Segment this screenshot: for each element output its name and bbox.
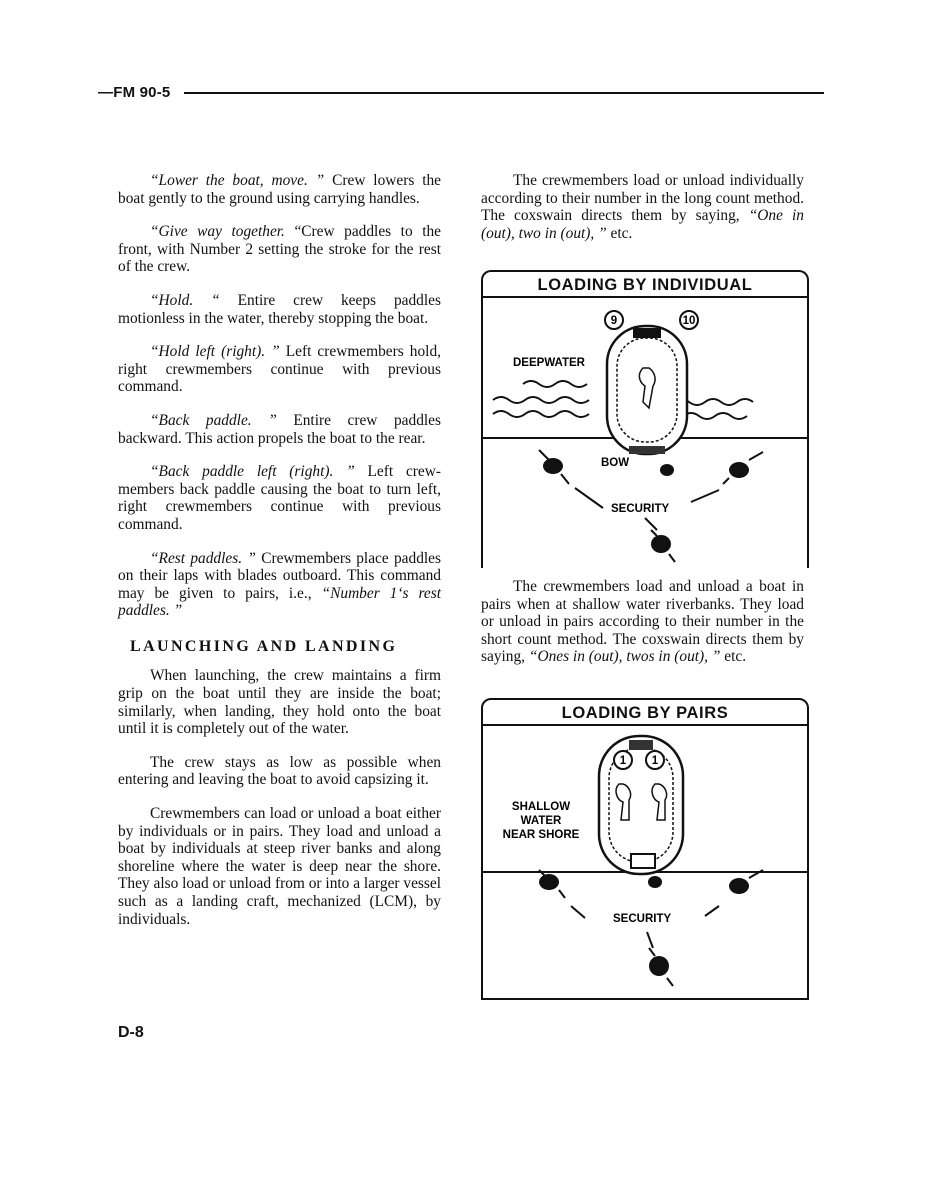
figure-loading-by-pairs [481, 698, 809, 1000]
page-number: D-8 [118, 1024, 144, 1041]
command-text: “Give way together. [150, 223, 285, 241]
right-column [481, 172, 804, 258]
body-text: Entire crew keeps paddles motionless in the water, thereby stopping the boat. [118, 291, 441, 327]
body-text: Left crew-members back paddle causing the boat to turn left, right crewmembers continue with previous command. [118, 463, 441, 533]
body-text: etc. [606, 224, 633, 242]
boat-icon [607, 326, 687, 454]
header-rule [184, 92, 824, 94]
figure-pairs-illustration [483, 726, 807, 998]
paragraph-load-methods: Crewmembers can load or unload a boat either by individuals or in pairs. They load and unload a boat by individuals at steep river banks and along shoreline where the water is deep near the shore. They also load or unload from or into a larger vessel such as a landing craft, mechanized (LCM), by individuals. [118, 805, 441, 928]
label-bow: BOW [601, 457, 630, 469]
body-text: “Crew paddles to the front, with Number 2 setting the stroke for the rest of the crew. [118, 223, 441, 276]
body-text: Left crewmembers hold, right crewmembers continue with previous command. [118, 343, 441, 396]
soldier-icon-bow [660, 464, 674, 476]
figure-title: LOADING BY INDIVIDUAL [483, 272, 807, 298]
crew-number-right: 10 [682, 315, 696, 327]
boat-icon [599, 736, 683, 874]
soldier-icon-right [723, 452, 763, 484]
label-water: WATER [520, 815, 562, 827]
paragraph-back-paddle [118, 412, 441, 447]
command-text: “Ones in (out), twos in (out), ” [528, 648, 721, 666]
crew-number-left: 1 [619, 755, 627, 767]
command-text: “One in (out), two in (out), ” [481, 207, 804, 242]
command-text: “Number 1‘s rest paddles. ” [118, 584, 441, 620]
paragraph-launching: When launching, the crew maintains a firm grip on the boat until they are inside the boat; similarly, when landing, they hold onto the boat until it is completely out of the water. [118, 667, 441, 738]
figure-title: LOADING BY PAIRS [483, 700, 807, 726]
paragraph-hold-left [118, 343, 441, 396]
command-text: “Rest paddles. ” [150, 549, 256, 567]
label-security: SECURITY [611, 503, 670, 515]
body-text: The crewmembers load or unload individually according to their number in the long count method. The coxswain directs them by saying, [481, 172, 804, 225]
paragraph-crew-low: The crew stays as low as possible when entering and leaving the boat to avoid capsizing it. [118, 753, 441, 789]
paragraph-lower-boat [118, 172, 441, 207]
soldier-icon-bottom [651, 530, 675, 562]
soldier-icon-bow [648, 876, 662, 888]
page-header [98, 84, 824, 104]
paragraph-back-paddle-left [118, 463, 441, 533]
section-heading: LAUNCHING AND LANDING [130, 637, 398, 655]
left-column [118, 172, 441, 944]
command-text: “Hold left (right). ” [150, 343, 280, 361]
body-text: Crewmembers place paddles on their laps with blades outboard. This command may be given to pairs, i.e., [118, 549, 441, 602]
soldier-icon-left [539, 450, 569, 484]
label-security: SECURITY [613, 913, 672, 925]
paragraph-individual-loading [481, 172, 804, 242]
body-text: The crewmembers load and unload a boat in pairs when at shallow water riverbanks. They load or unload in pairs according to their number in the short count method. The coxswain directs them by saying, [481, 578, 804, 666]
soldier-icon-bottom [649, 948, 673, 986]
crew-number-right: 1 [651, 755, 659, 767]
label-near-shore: NEAR SHORE [502, 829, 580, 841]
command-text: “Back paddle left (right). ” [150, 463, 355, 481]
paragraph-give-way [118, 223, 441, 276]
command-text: “Back paddle. ” [150, 411, 277, 429]
command-text: “Hold. “ [150, 291, 220, 309]
body-text: etc. [720, 648, 747, 666]
manual-code: —FM 90-5 [98, 84, 171, 101]
figure-individual-illustration [483, 298, 807, 570]
figure-loading-by-individual [481, 270, 809, 568]
paragraph-rest-paddles [118, 550, 441, 620]
command-text: “Lower the boat, move. ” [150, 172, 325, 189]
paragraph-hold [118, 292, 441, 327]
label-deepwater: DEEPWATER [513, 357, 585, 369]
body-text: Crew lowers the boat gently to the ground using carrying handles. [118, 172, 442, 207]
right-column-lower [481, 578, 804, 682]
label-shallow: SHALLOW [511, 801, 571, 813]
soldier-icon-right [729, 870, 763, 894]
paragraph-pairs-loading [481, 578, 804, 666]
crew-number-left: 9 [610, 315, 618, 327]
body-text: Entire crew paddles backward. This action propels the boat to the rear. [118, 411, 441, 447]
soldier-icon-left [539, 870, 565, 898]
